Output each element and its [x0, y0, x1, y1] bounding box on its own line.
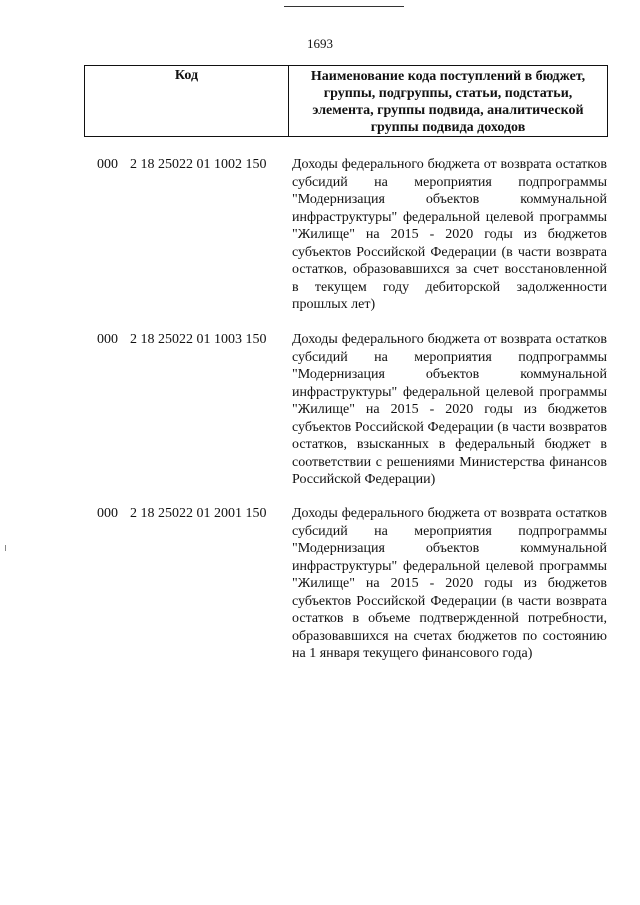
row-description: Доходы федерального бюджета от возврата остатков субсидий на мероприятия подпрограммы "Модернизация объектов коммунальной инфраструктуры" федеральной целевой программы "Жилище" на 2015 - 2020 годы из бюджетов субъектов Российской Федерации (в части возврата остатков в объеме подтвержденной потребности, образовавшихся на счетах бюджетов по состоянию на 1 января текущего финансового года) [292, 506, 607, 661]
scan-mark [5, 545, 6, 551]
header-code: Код [85, 66, 289, 136]
row-description: Доходы федерального бюджета от возврата остатков субсидий на мероприятия подпрограммы "Модернизация объектов коммунальной инфраструктуры" федеральной целевой программы "Жилище" на 2015 - 2020 годы из бюджетов субъектов Российской Федерации (в части возвратов остатков, взысканных в федеральный бюджет в соответствии с решениями Министерства финансов Российской Федерации) [292, 332, 607, 487]
row-description: Доходы федерального бюджета от возврата остатков субсидий на мероприятия подпрограммы "Модернизация объектов коммунальной инфраструктуры" федеральной целевой программы "Жилище" на 2015 - 2020 годы из бюджетов субъектов Российской Федерации (в части возврата остатков, образовавшихся за счет восстановленной в текущем году дебиторской задолженности прошлых лет) [292, 157, 607, 312]
table-header [84, 65, 608, 137]
page-number: 1693 [307, 36, 333, 51]
header-name: Наименование кода поступлений в бюджет, группы, подгруппы, статьи, подстатьи, элемента, группы подвида, аналитической группы подвида доходов [310, 69, 586, 135]
table-row [84, 331, 608, 489]
table-row [84, 505, 608, 663]
row-admin-code: 000 [97, 332, 118, 347]
row-admin-code: 000 [97, 157, 118, 172]
table-row [84, 156, 608, 314]
row-income-code: 2 18 25022 01 1003 150 [130, 332, 267, 347]
row-admin-code: 000 [97, 506, 118, 521]
row-income-code: 2 18 25022 01 2001 150 [130, 506, 267, 521]
top-scan-line [284, 6, 404, 7]
row-income-code: 2 18 25022 01 1002 150 [130, 157, 267, 172]
